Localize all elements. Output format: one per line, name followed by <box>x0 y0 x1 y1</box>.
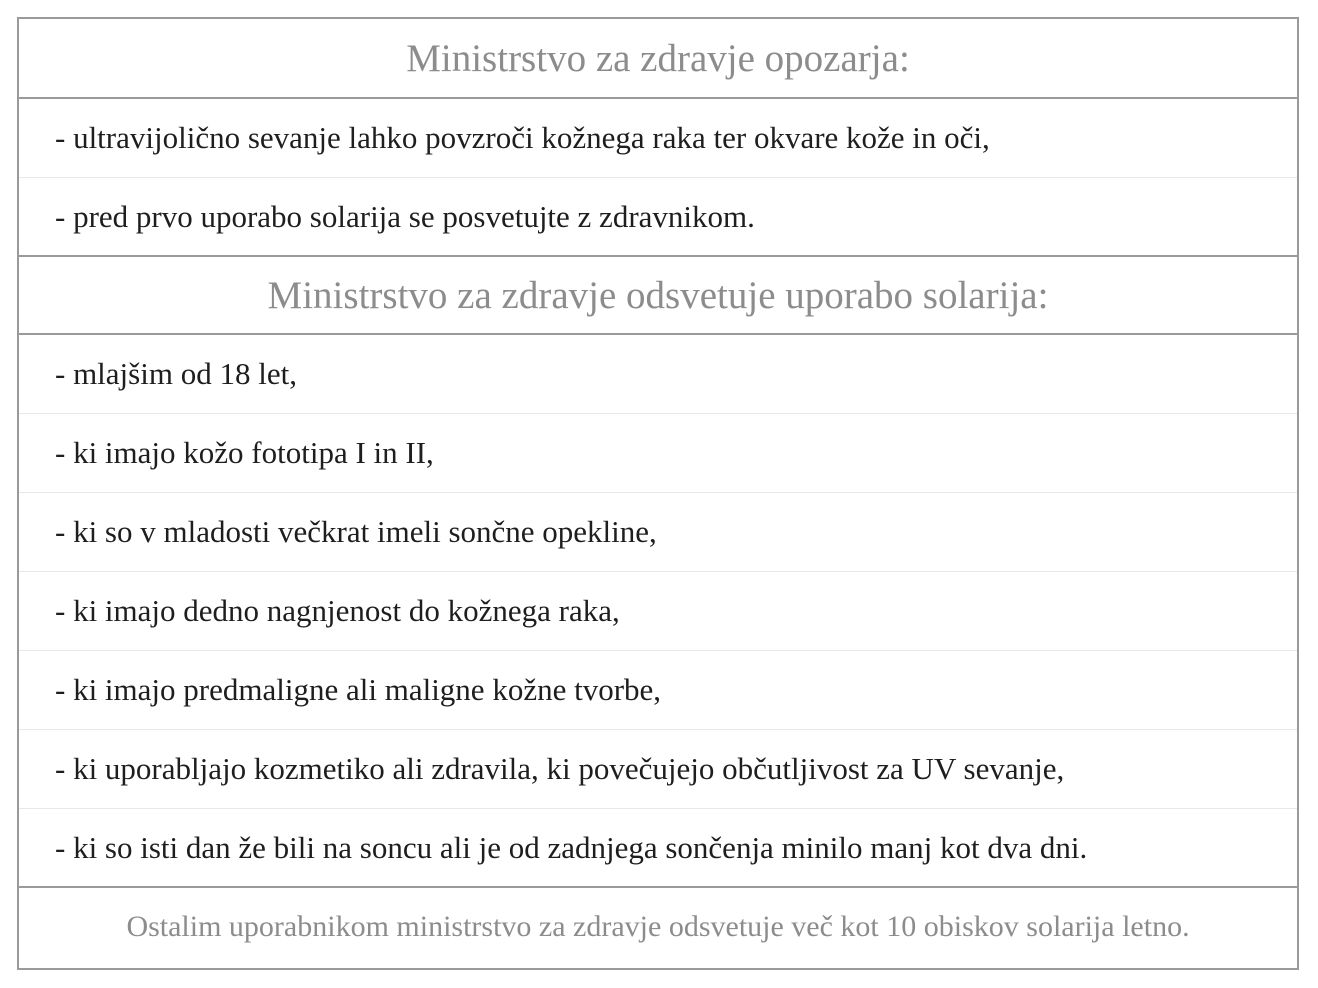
warning-item: - pred prvo uporabo solarija se posvetujte z zdravnikom. <box>19 178 1297 257</box>
advice-item: - ki imajo kožo fototipa I in II, <box>19 414 1297 493</box>
advice-item: - mlajšim od 18 let, <box>19 335 1297 414</box>
advice-item: - ki uporabljajo kozmetiko ali zdravila, ki povečujejo občutljivost za UV sevanje, <box>19 730 1297 809</box>
health-warning-notice <box>17 17 1299 970</box>
advice-item: - ki imajo predmaligne ali maligne kožne tvorbe, <box>19 651 1297 730</box>
warning-item: - ultravijolično sevanje lahko povzroči kožnega raka ter okvare kože in oči, <box>19 99 1297 178</box>
advice-heading: Ministrstvo za zdravje odsvetuje uporabo solarija: <box>19 257 1297 335</box>
advice-item: - ki so v mladosti večkrat imeli sončne opekline, <box>19 493 1297 572</box>
advice-item: - ki imajo dedno nagnjenost do kožnega raka, <box>19 572 1297 651</box>
footer-note: Ostalim uporabnikom ministrstvo za zdravje odsvetuje več kot 10 obiskov solarija letno. <box>126 910 1190 943</box>
warning-heading: Ministrstvo za zdravje opozarja: <box>19 19 1297 99</box>
advice-item: - ki so isti dan že bili na soncu ali je od zadnjega sončenja minilo manj kot dva dni. <box>19 809 1297 888</box>
